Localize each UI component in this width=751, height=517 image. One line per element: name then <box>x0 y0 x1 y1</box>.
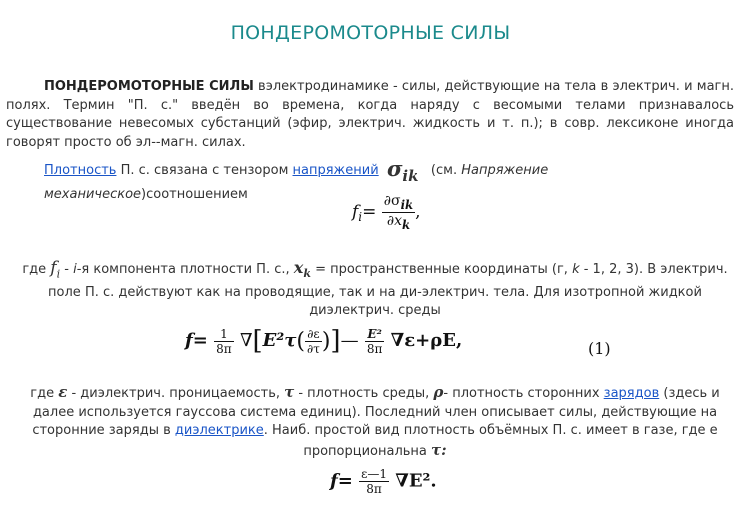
fi-symbol: $f_i$ <box>50 258 61 281</box>
density-text-3: )соотношением <box>141 186 248 202</box>
page-title: ПОНДЕРОМОТОРНЫЕ СИЛЫ <box>230 22 511 44</box>
intro-text: вэлектродинамике - силы, действующие на тела в электрич. и магн. полях. Термин "П. с." введён во времена, когда наряду с весомыми телами признавалось существование невесомых субстанций (эфир, электрич. жидкость и т. п.); в совр. лексиконе иногда говорят просто об эл--магн. силах. <box>6 79 734 150</box>
link-zaryadov[interactable]: зарядов <box>603 386 660 401</box>
density-text-2: (см. <box>426 163 462 178</box>
link-napryazheniy[interactable]: напряжений <box>292 163 379 178</box>
intro-paragraph <box>6 78 734 152</box>
dielectric-paragraph: где ε - диэлектрич. проницаемость, τ - плотность среды, ρ- плотность сторонних зарядов (здесь и далее используется гауссова система единиц). Последний член описывает силы, действующие на сторонние заряды в диэлектрике. Наиб. простой вид плотность объёмных П. с. имеет в газе, где е пропорциональна τ: <box>30 383 720 459</box>
density-text-1: П. с. связана с тензором <box>116 163 293 178</box>
sigma-symbol: $\sigma_{ik}$ <box>386 156 419 185</box>
term-heading: ПОНДЕРОМОТОРНЫЕ СИЛЫ <box>44 79 254 94</box>
equation-1: $f_i=$ $\frac{\partial\sigma_{ik}}{\partial x_k}$ , <box>352 193 421 232</box>
equation-3: f= $\frac{\varepsilon—1}{8\pi}$ ∇E². <box>330 467 437 496</box>
xk-symbol: $x_k$ <box>293 258 311 281</box>
link-plotnost[interactable]: Плотность <box>44 163 117 178</box>
component-paragraph: где $f_i - i-я$ компонента плотности П. с., $x_k$ = пространственные координаты (г, k - 1, 2, 3). В электрич. поле П. с. действуют как на проводящие, так и на ди-электрич. тела. Для изотропной жидкой диэлектрич. среды <box>22 258 728 319</box>
equation-2: f= $\frac{1}{8\pi}$ ∇[E²τ( $\frac{\partial\varepsilon}{\partial\tau}$ )]— $\frac{\text{E²}}{8\pi}$ ∇ε+ρE, <box>185 326 463 356</box>
link-dielektrike[interactable]: диэлектрике <box>174 423 264 438</box>
equation-number: (1) <box>588 339 611 358</box>
ref-italic: Напряжение механическое <box>44 163 549 202</box>
